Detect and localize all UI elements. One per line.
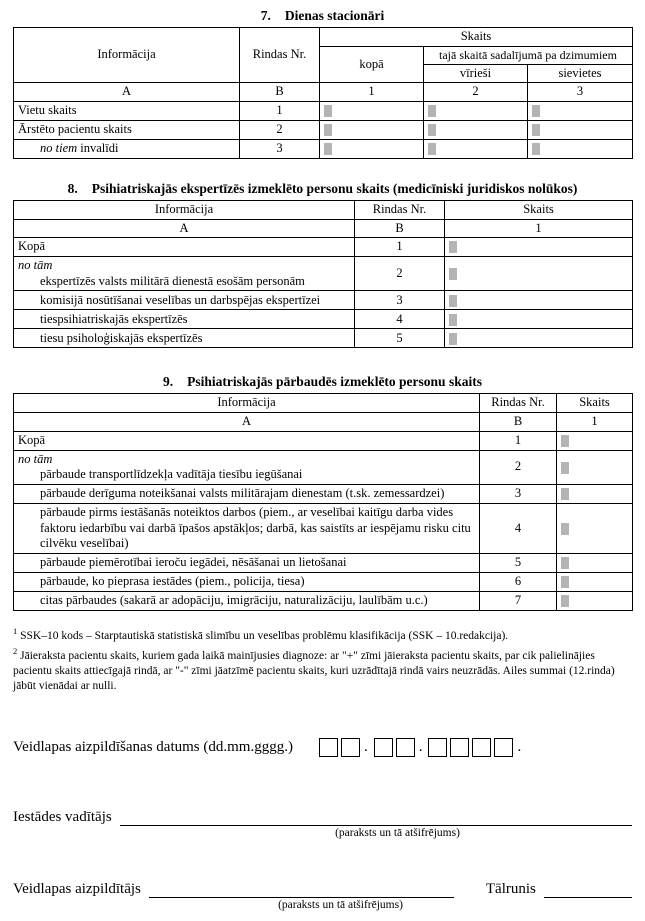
data-entry-cell [445, 329, 633, 348]
data-entry-cell [445, 238, 633, 257]
table7-col-letter-b: B [240, 83, 320, 102]
table7-header-kopa: kopā [320, 46, 424, 83]
data-entry-cell [557, 450, 633, 484]
data-entry-cell [528, 101, 633, 120]
date-separator: . [418, 739, 423, 756]
row-number: 5 [355, 329, 445, 348]
table7-title [13, 8, 632, 24]
row-number: 4 [355, 310, 445, 329]
table8-header-rindas-nr: Rindas Nr. [355, 200, 445, 219]
table-row [14, 257, 633, 291]
row-label [14, 139, 240, 158]
director-label: Iestādes vadītājs [13, 809, 112, 826]
table9-title [13, 374, 632, 390]
data-entry-cell [424, 101, 528, 120]
table9-header-skaits: Skaits [557, 394, 633, 413]
table9-col-letter-a: A [14, 413, 480, 432]
table7-header-informacija: Informācija [14, 28, 240, 83]
row-label: komisijā nosūtīšanai veselības un darbspējas ekspertīzei [14, 291, 355, 310]
table-row [14, 484, 633, 503]
fill-date-section [13, 738, 632, 757]
table9-title-text: Psihiatriskajās pārbaudēs izmeklēto personu skaits [187, 374, 482, 390]
row-number: 2 [355, 257, 445, 291]
data-entry-cell [445, 257, 633, 291]
section-7 [13, 8, 632, 159]
table9 [13, 393, 633, 610]
table7-header-viriesi: vīrieši [424, 64, 528, 83]
data-entry-cell [557, 591, 633, 610]
date-year-boxes [428, 738, 516, 757]
table8-title-text: Psihiatriskajās ekspertīzēs izmeklēto personu skaits (medicīniski juridiskos nolūkos) [91, 180, 578, 196]
date-month-boxes [374, 738, 418, 757]
row-number: 3 [240, 139, 320, 158]
table9-header-rindas-nr: Rindas Nr. [480, 394, 557, 413]
table-row [14, 553, 633, 572]
table8-title [13, 181, 632, 197]
table8-header-informacija: Informācija [14, 200, 355, 219]
table8-col-number-1: 1 [445, 219, 633, 238]
table8-header-skaits: Skaits [445, 200, 633, 219]
phone-label: Tālrunis [485, 881, 536, 898]
date-box [494, 738, 513, 757]
form-filler-label: Veidlapas aizpildītājs [13, 881, 141, 898]
footnote-1 [13, 626, 632, 644]
row-number: 2 [240, 120, 320, 139]
row-label-rest: invalīdi [77, 141, 119, 156]
fill-date-label: Veidlapas aizpildīšanas datums (dd.mm.gggg.) [13, 739, 293, 756]
table9-col-letter-b: B [480, 413, 557, 432]
row-label-text: pārbaude transportlīdzekļa vadītāja tiesību iegūšanai [40, 467, 303, 482]
footnote-2-marker: 2 [13, 645, 18, 656]
footnote-2-text: Jāieraksta pacientu skaits, kuriem gada laikā mainījusies diagnoze: ar "+" zīmi jāieraksta pacientu skaits, par cik palielinājies pacientu skaits attiecīgajā rindā, ar "-" zīmi jāatzīmē pacientu skaits, kuri uzrādītajā rindā vairs neuzrādās. Ailes summai (12.rinda) jābūt vienādai ar nulli. [13, 649, 615, 692]
signature-caption: (paraksts un tā atšifrējums) [335, 827, 460, 840]
row-number: 7 [480, 591, 557, 610]
data-entry-cell [320, 120, 424, 139]
row-label: pārbaude derīguma noteikšanai valsts militārajam dienestam (t.sk. zemessardzei) [14, 484, 480, 503]
table8-col-letter-b: B [355, 219, 445, 238]
table-row [14, 310, 633, 329]
row-label: Vietu skaits [14, 101, 240, 120]
table9-number: 9. [163, 374, 174, 390]
date-box [428, 738, 447, 757]
phone-line [544, 882, 632, 898]
row-group-label: no tām [18, 258, 53, 273]
row-label-italic: no tiem [40, 141, 78, 156]
date-box [319, 738, 338, 757]
row-number: 4 [480, 503, 557, 553]
table-row [14, 291, 633, 310]
row-number: 3 [355, 291, 445, 310]
row-label [14, 450, 480, 484]
row-label: Kopā [14, 431, 480, 450]
data-entry-cell [445, 310, 633, 329]
table7-number: 7. [260, 8, 271, 23]
row-label: citas pārbaudes (sakarā ar adopāciju, imigrāciju, naturalizāciju, laulībām u.c.) [14, 591, 480, 610]
footnote-1-text: SSK–10 kods – Starptautiskā statistiskā slimību un veselības problēmu klasifikācija (SSK – 10.redakcija). [17, 629, 509, 642]
data-entry-cell [557, 431, 633, 450]
table-row [14, 101, 633, 120]
table8 [13, 200, 633, 349]
date-box [341, 738, 360, 757]
date-separator: . [363, 739, 368, 756]
table-row [14, 120, 633, 139]
row-label: Ārstēto pacientu skaits [14, 120, 240, 139]
date-separator: . [517, 739, 522, 756]
table-row [14, 591, 633, 610]
row-number: 2 [480, 450, 557, 484]
row-label: tiespsihiatriskajās ekspertīzēs [14, 310, 355, 329]
data-entry-cell [557, 553, 633, 572]
footnote-1-marker: 1 [13, 625, 18, 636]
date-box [396, 738, 415, 757]
table-row [14, 503, 633, 553]
row-label: tiesu psiholoģiskajās ekspertīzēs [14, 329, 355, 348]
table-row [14, 431, 633, 450]
row-number: 1 [240, 101, 320, 120]
row-label: pārbaude piemērotībai ieroču iegādei, nēsāšanai un lietošanai [14, 553, 480, 572]
form-filler-signature-line [149, 882, 454, 898]
data-entry-cell [424, 120, 528, 139]
row-label: pārbaude pirms iestāšanās noteiktos darbos (piem., ar veselībai kaitīgu darba vides faktoru iedarbību vai darbā īpašos apstākļos; darbā, kas saistīts ar iespējamu risku citu cilvēku veselībai) [14, 503, 480, 553]
form-filler-signature-row [13, 881, 632, 898]
row-number: 3 [480, 484, 557, 503]
data-entry-cell [557, 484, 633, 503]
footnotes [13, 626, 632, 694]
date-box [450, 738, 469, 757]
table-row [14, 238, 633, 257]
section-9 [13, 374, 632, 610]
row-number: 1 [480, 431, 557, 450]
row-number: 1 [355, 238, 445, 257]
data-entry-cell [320, 101, 424, 120]
row-label: Kopā [14, 238, 355, 257]
data-entry-cell [528, 120, 633, 139]
table8-number: 8. [67, 180, 78, 196]
row-label [14, 257, 355, 291]
date-day-boxes [319, 738, 363, 757]
director-signature-row [13, 809, 632, 826]
table-row [14, 139, 633, 158]
table8-col-letter-a: A [14, 219, 355, 238]
table-row [14, 572, 633, 591]
signature-caption: (paraksts un tā atšifrējums) [278, 899, 403, 912]
table7-title-text: Dienas stacionāri [284, 8, 385, 23]
footnote-2 [13, 646, 632, 694]
data-entry-cell [557, 503, 633, 553]
row-number: 6 [480, 572, 557, 591]
date-box [374, 738, 393, 757]
data-entry-cell [424, 139, 528, 158]
table7-col-number-2: 2 [424, 83, 528, 102]
data-entry-cell [445, 291, 633, 310]
data-entry-cell [528, 139, 633, 158]
table9-col-number-1: 1 [557, 413, 633, 432]
table7-header-dzimumi: tajā skaitā sadalījumā pa dzimumiem [424, 46, 633, 64]
table7 [13, 27, 633, 159]
data-entry-cell [320, 139, 424, 158]
row-group-label: no tām [18, 451, 53, 466]
director-signature-line [120, 810, 632, 826]
row-label: pārbaude, ko pieprasa iestādes (piem., policija, tiesa) [14, 572, 480, 591]
date-box [472, 738, 491, 757]
table7-col-number-3: 3 [528, 83, 633, 102]
table7-header-skaits: Skaits [320, 28, 633, 47]
table7-header-sievietes: sievietes [528, 64, 633, 83]
table7-col-letter-a: A [14, 83, 240, 102]
section-8 [13, 181, 632, 349]
row-label-text: ekspertīzēs valsts militārā dienestā esošām personām [40, 273, 305, 288]
table-row [14, 329, 633, 348]
row-number: 5 [480, 553, 557, 572]
table7-col-number-1: 1 [320, 83, 424, 102]
data-entry-cell [557, 572, 633, 591]
table-row [14, 450, 633, 484]
table7-header-rindas-nr: Rindas Nr. [240, 28, 320, 83]
table9-header-informacija: Informācija [14, 394, 480, 413]
